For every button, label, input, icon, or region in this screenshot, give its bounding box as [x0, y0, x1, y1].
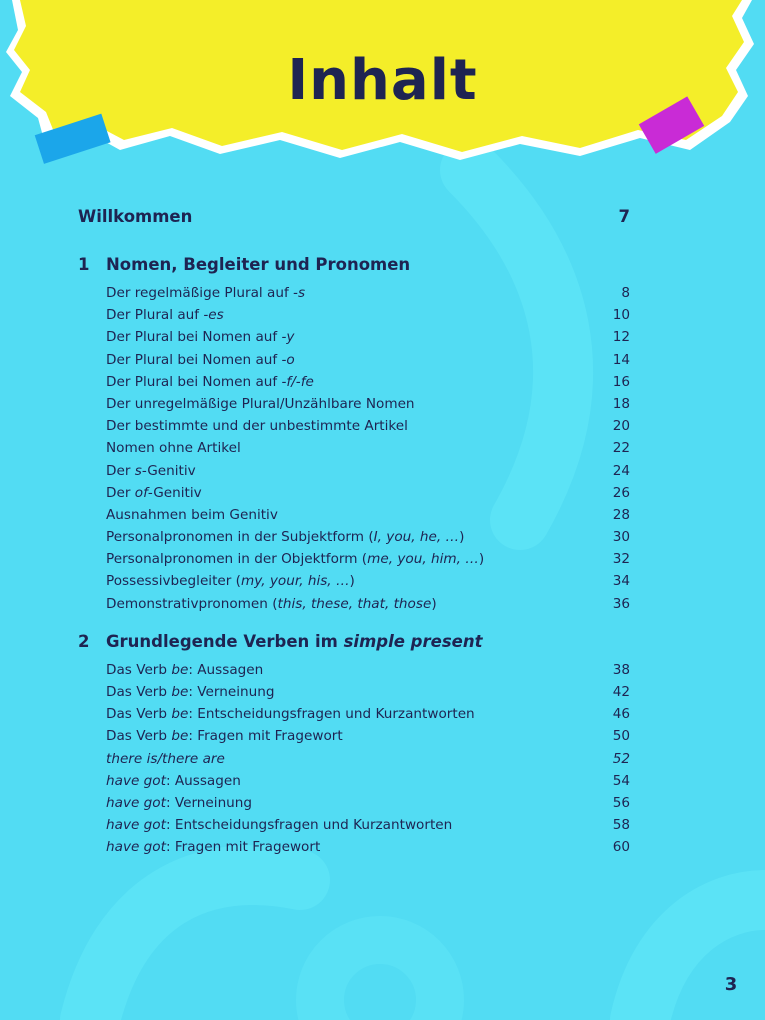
page-number: 3 — [724, 974, 738, 995]
toc-welcome-label: Willkommen — [78, 207, 193, 226]
toc-entry-label — [106, 836, 320, 858]
toc-entry-page: 12 — [612, 329, 630, 346]
toc-entry-page: 52 — [612, 750, 630, 767]
toc-section-title — [106, 254, 410, 276]
toc-entry-label — [106, 282, 305, 304]
toc-entry-text-run: ) — [349, 573, 355, 590]
toc-entry-page: 22 — [612, 440, 630, 457]
toc-entry-label — [106, 681, 274, 703]
toc-entry-text-run: Der bestimmte und der unbestimmte Artikel — [106, 418, 408, 435]
toc-entry-text-run: : Verneinung — [165, 794, 253, 811]
toc-entry-label — [106, 792, 252, 814]
toc-entry-page: 10 — [612, 307, 630, 324]
toc-entry-text-run: ) — [478, 551, 485, 568]
toc-entry-text-run: Der — [106, 462, 135, 479]
toc-entry-label — [106, 393, 415, 415]
toc-entry-label — [106, 570, 355, 592]
toc-entry — [106, 371, 630, 393]
toc-entry-text-run: have got — [106, 839, 166, 856]
toc-entry-text-run: Der — [106, 484, 135, 501]
toc-entry-text-run: Demonstrativpronomen ( — [106, 595, 278, 612]
toc-entry — [106, 792, 630, 814]
toc-entry-text-run: -Genitiv — [141, 462, 196, 479]
toc-entry-page: 58 — [612, 817, 630, 834]
toc-entry-text-run: -o — [281, 351, 295, 368]
toc-entry — [106, 593, 630, 615]
toc-entry-page: 20 — [612, 418, 630, 435]
toc-entry — [106, 393, 630, 415]
toc-entry-page: 54 — [612, 772, 630, 789]
toc-entry-page: 34 — [612, 573, 630, 590]
toc-entry-text-run: Der unregelmäßige Plural/Unzählbare Nomen — [106, 395, 415, 412]
toc-entry-text-run: -es — [203, 307, 224, 324]
toc-entry-label — [106, 770, 241, 792]
toc-entry-text-run: Das Verb — [106, 684, 172, 700]
toc-entry — [106, 437, 630, 459]
toc-entry — [106, 570, 630, 592]
toc-entry-page: 28 — [612, 506, 630, 523]
toc-entry — [106, 415, 630, 437]
toc-entry — [106, 326, 630, 348]
toc-entry-label — [106, 548, 484, 570]
toc-section-number: 2 — [78, 631, 90, 651]
toc-section-number: 1 — [78, 255, 90, 274]
toc-entry — [106, 748, 630, 770]
toc-entry — [106, 548, 630, 570]
toc-entry — [106, 482, 630, 504]
toc-entry-text-run: Possessivbegleiter ( — [106, 573, 241, 590]
toc-entry-label — [106, 748, 225, 770]
toc-entry-label — [106, 526, 464, 548]
toc-entry-text-run: Personalpronomen in der Objektform ( — [106, 551, 368, 568]
toc-entry-text-run: : Aussagen — [188, 661, 264, 678]
toc-entry-text-run: -y — [281, 329, 295, 346]
toc-welcome-row — [78, 206, 630, 228]
toc-entry-label — [106, 437, 241, 459]
toc-entry-label — [106, 326, 294, 348]
toc-entry-label — [106, 659, 263, 681]
toc-entry-page: 50 — [612, 728, 630, 745]
toc-section-heading — [78, 254, 630, 276]
toc-entry-label — [106, 504, 278, 526]
toc-entry — [106, 659, 630, 681]
toc-entry-text-run: be — [171, 706, 189, 723]
toc-entry-text-run: Der Plural bei Nomen auf — [106, 329, 282, 346]
toc-entry-text-run: : Fragen mit Fragewort — [165, 839, 321, 856]
toc-entry — [106, 703, 630, 725]
toc-entry-text-run: Der Plural bei Nomen auf — [106, 373, 282, 390]
toc-entry-text-run: I, you, he, … — [373, 529, 460, 546]
toc-entry-text-run: this, these, that, those — [277, 595, 432, 612]
toc-entry-page: 32 — [612, 551, 630, 568]
toc-entry — [106, 836, 630, 858]
toc-entry-label — [106, 814, 452, 836]
toc-sections — [78, 254, 630, 859]
toc-entry-text-run: ) — [431, 595, 437, 612]
toc-entry-page: 38 — [612, 661, 630, 678]
toc-welcome-page: 7 — [618, 207, 630, 226]
toc-entry-text-run: have got — [106, 772, 166, 789]
toc-entry-label — [106, 304, 224, 326]
toc-entry-page: 56 — [612, 794, 630, 811]
toc-section-title-text-run: Nomen, Begleiter und Pronomen — [106, 255, 411, 274]
toc-section-heading — [78, 631, 630, 653]
toc-entry-text-run: Ausnahmen beim Genitiv — [106, 506, 278, 523]
toc-entry-text-run: be — [171, 661, 189, 678]
toc-entry-page: 60 — [612, 839, 630, 856]
toc-entry-text-run: Nomen ohne Artikel — [106, 440, 241, 457]
toc-entry-text-run: of — [134, 484, 148, 501]
toc-entry-page: 46 — [612, 706, 630, 723]
toc-entry-page: 24 — [612, 462, 630, 479]
toc-entry-text-run: Das Verb — [106, 706, 172, 723]
toc-section-title-text-run: Grundlegende Verben im — [106, 631, 344, 651]
toc-entry-page: 36 — [612, 595, 630, 612]
toc-entry-text-run: Das Verb — [106, 728, 172, 745]
toc-entry-page: 30 — [612, 529, 630, 546]
toc-entry-text-run: Der Plural auf — [106, 307, 204, 324]
toc-entry — [106, 526, 630, 548]
toc-entry-text-run: my, your, his, … — [241, 573, 350, 590]
toc-entry-text-run: have got — [106, 817, 166, 834]
toc-entry-text-run: me, you, him, … — [367, 551, 479, 568]
toc-entry — [106, 349, 630, 371]
toc-entry-text-run: : Entscheidungsfragen und Kurzantworten — [165, 817, 453, 834]
page-title: Inhalt — [287, 48, 478, 113]
toc-entry-label — [106, 725, 343, 747]
toc-entry-list — [106, 282, 630, 615]
toc-entry-text-run: be — [171, 728, 189, 745]
toc-entry — [106, 504, 630, 526]
toc-entry — [106, 725, 630, 747]
toc-entry-text-run: ) — [459, 529, 465, 546]
toc-entry-list — [106, 659, 630, 859]
toc-entry-page: 8 — [621, 285, 630, 301]
table-of-contents — [78, 206, 630, 859]
toc-entry — [106, 282, 630, 304]
toc-entry-page: 14 — [612, 351, 630, 368]
toc-entry-page: 16 — [612, 373, 630, 390]
toc-entry-text-run: have got — [106, 794, 166, 811]
toc-entry-text-run: -f/-fe — [281, 373, 314, 390]
toc-entry-text-run: : Entscheidungsfragen und Kurzantworten — [188, 706, 475, 723]
toc-entry-text-run: : Aussagen — [165, 772, 241, 789]
toc-entry-label — [106, 703, 475, 725]
toc-entry-page: 42 — [612, 684, 630, 700]
toc-entry — [106, 304, 630, 326]
toc-entry-text-run: Das Verb — [106, 661, 172, 678]
toc-entry-label — [106, 415, 408, 437]
toc-entry-text-run: -Genitiv — [147, 484, 202, 501]
toc-entry-text-run: Personalpronomen in der Subjektform ( — [106, 529, 374, 546]
toc-entry — [106, 460, 630, 482]
toc-entry-text-run: : Verneinung — [188, 684, 275, 700]
toc-entry-text-run: there is/there are — [106, 750, 225, 767]
toc-entry — [106, 814, 630, 836]
toc-entry-text-run: Der Plural bei Nomen auf — [106, 351, 282, 368]
toc-entry-label — [106, 460, 196, 482]
toc-entry-text-run: s — [134, 462, 142, 479]
toc-entry-label — [106, 482, 202, 504]
toc-entry-text-run: -s — [293, 285, 306, 301]
toc-entry-label — [106, 593, 437, 615]
toc-entry-text-run: be — [171, 684, 189, 700]
toc-entry — [106, 681, 630, 703]
toc-entry-text-run: : Fragen mit Fragewort — [188, 728, 343, 745]
toc-entry-label — [106, 349, 295, 371]
toc-entry-label — [106, 371, 314, 393]
toc-entry-page: 18 — [612, 395, 630, 412]
toc-entry-text-run: Der regelmäßige Plural auf — [106, 285, 294, 301]
toc-entry — [106, 770, 630, 792]
toc-entry-page: 26 — [612, 484, 630, 501]
toc-section-title-text-run: simple present — [343, 631, 483, 651]
toc-section-title — [106, 631, 482, 653]
